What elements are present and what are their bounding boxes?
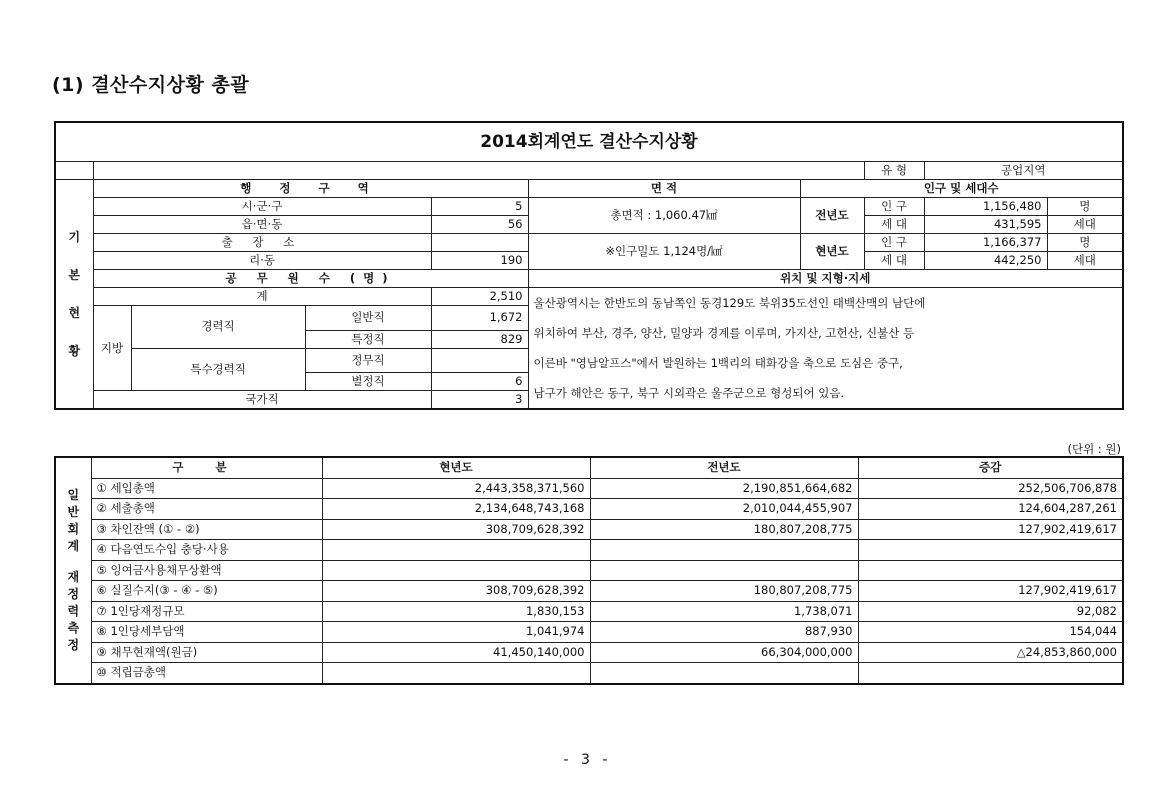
basic-status-side-label: 기 본 현 황 bbox=[55, 180, 93, 410]
political-label: 정무직 bbox=[305, 348, 431, 373]
row-previous: 180,807,208,775 bbox=[590, 519, 858, 540]
admin-row-label: 출 장 소 bbox=[93, 234, 431, 252]
page-heading: (1) 결산수지상황 총괄 bbox=[52, 74, 250, 96]
separate-value: 6 bbox=[431, 373, 528, 391]
table-row bbox=[55, 540, 1123, 561]
row-change: 154,044 bbox=[858, 622, 1123, 643]
admin-row-value bbox=[431, 234, 528, 252]
blank-cell bbox=[93, 162, 864, 180]
table-row bbox=[55, 560, 1123, 581]
special-value: 829 bbox=[431, 330, 528, 348]
row-label: ④ 다음연도수입 충당·사용 bbox=[91, 540, 322, 561]
type-label: 유 형 bbox=[864, 162, 924, 180]
header-change: 증감 bbox=[858, 457, 1123, 478]
staff-total-label: 계 bbox=[93, 288, 431, 306]
career-label: 경력직 bbox=[131, 306, 305, 349]
staff-header: 공 무 원 수 (명) bbox=[93, 270, 528, 288]
row-current: 2,443,358,371,560 bbox=[322, 478, 590, 499]
political-value bbox=[431, 348, 528, 373]
row-previous bbox=[590, 540, 858, 561]
row-previous: 887,930 bbox=[590, 622, 858, 643]
prev-year-label: 전년도 bbox=[800, 198, 864, 234]
general-value: 1,672 bbox=[431, 306, 528, 331]
row-current: 2,134,648,743,168 bbox=[322, 499, 590, 520]
row-previous: 180,807,208,775 bbox=[590, 581, 858, 602]
prev-households: 431,595 bbox=[924, 216, 1047, 234]
table-row bbox=[55, 642, 1123, 663]
row-current: 308,709,628,392 bbox=[322, 519, 590, 540]
row-current bbox=[322, 540, 590, 561]
row-label: ⑧ 1인당세부담액 bbox=[91, 622, 322, 643]
location-line: 이른바 "영남알프스"에서 발원하는 1백리의 태화강을 축으로 도심은 중구, bbox=[533, 356, 903, 370]
row-label: ⑨ 채무현재액(원금) bbox=[91, 642, 322, 663]
special-career-label: 특수경력직 bbox=[131, 348, 305, 391]
prev-population: 1,156,480 bbox=[924, 198, 1047, 216]
separate-label: 별정직 bbox=[305, 373, 431, 391]
fiscal-measure-label: 재정력측정 bbox=[67, 569, 80, 652]
row-previous: 1,738,071 bbox=[590, 601, 858, 622]
page-number: - 3 - bbox=[563, 752, 612, 768]
unit-household: 세대 bbox=[1047, 216, 1123, 234]
header-previous-year: 전년도 bbox=[590, 457, 858, 478]
row-current: 41,450,140,000 bbox=[322, 642, 590, 663]
total-area: 총면적 : 1,060.47㎢ bbox=[528, 198, 800, 234]
curr-year-label: 현년도 bbox=[800, 234, 864, 270]
row-change bbox=[858, 560, 1123, 581]
special-label: 특정직 bbox=[305, 330, 431, 348]
row-previous bbox=[590, 560, 858, 581]
budget-summary-table bbox=[54, 456, 1124, 685]
admin-row-label: 리·동 bbox=[93, 252, 431, 270]
local-label: 지방 bbox=[93, 306, 131, 391]
row-label: ⑦ 1인당재정규모 bbox=[91, 601, 322, 622]
basic-status-table bbox=[54, 121, 1124, 410]
row-label: ⑤ 잉여금사용채무상환액 bbox=[91, 560, 322, 581]
row-change bbox=[858, 540, 1123, 561]
table-row bbox=[55, 622, 1123, 643]
admin-row-value: 5 bbox=[431, 198, 528, 216]
admin-row-value: 56 bbox=[431, 216, 528, 234]
row-change: 252,506,706,878 bbox=[858, 478, 1123, 499]
national-label: 국가직 bbox=[93, 391, 431, 410]
row-previous bbox=[590, 663, 858, 684]
row-change: 127,902,419,617 bbox=[858, 581, 1123, 602]
location-line: 남구가 해안은 동구, 북구 시외곽은 울주군으로 형성되어 있음. bbox=[533, 386, 845, 400]
row-change bbox=[858, 663, 1123, 684]
row-previous: 2,190,851,664,682 bbox=[590, 478, 858, 499]
row-previous: 2,010,044,455,907 bbox=[590, 499, 858, 520]
general-account-label: 일반회계 bbox=[67, 487, 80, 553]
basic-table-title: 2014회계연도 결산수지상황 bbox=[55, 122, 1123, 162]
blank-cell bbox=[55, 162, 93, 180]
unit-household: 세대 bbox=[1047, 252, 1123, 270]
budget-side-label bbox=[55, 457, 91, 684]
row-previous: 66,304,000,000 bbox=[590, 642, 858, 663]
household-label: 세 대 bbox=[864, 252, 924, 270]
admin-row-label: 시·군·구 bbox=[93, 198, 431, 216]
household-label: 세 대 bbox=[864, 216, 924, 234]
table-row bbox=[55, 581, 1123, 602]
row-current: 1,041,974 bbox=[322, 622, 590, 643]
row-current bbox=[322, 560, 590, 581]
area-header: 면 적 bbox=[528, 180, 800, 198]
row-current: 1,830,153 bbox=[322, 601, 590, 622]
row-label: ① 세입총액 bbox=[91, 478, 322, 499]
curr-population: 1,166,377 bbox=[924, 234, 1047, 252]
header-current-year: 현년도 bbox=[322, 457, 590, 478]
admin-district-header: 행 정 구 역 bbox=[93, 180, 528, 198]
row-current: 308,709,628,392 bbox=[322, 581, 590, 602]
location-line: 울산광역시는 한반도의 동남쪽인 동경129도 북위35도선인 태백산맥의 남단에 bbox=[533, 296, 926, 310]
general-label: 일반직 bbox=[305, 306, 431, 331]
row-change: △24,853,860,000 bbox=[858, 642, 1123, 663]
unit-note: (단위 : 원) bbox=[1067, 442, 1121, 456]
row-label: ③ 차인잔액 (① - ②) bbox=[91, 519, 322, 540]
table-row bbox=[55, 601, 1123, 622]
table-row bbox=[55, 663, 1123, 684]
row-label: ② 세출총액 bbox=[91, 499, 322, 520]
location-description bbox=[528, 288, 1123, 410]
unit-person: 명 bbox=[1047, 234, 1123, 252]
row-change: 92,082 bbox=[858, 601, 1123, 622]
location-line: 위치하여 부산, 경주, 양산, 밀양과 경계를 이루며, 가지산, 고헌산, 신불산 등 bbox=[533, 326, 915, 340]
unit-person: 명 bbox=[1047, 198, 1123, 216]
national-value: 3 bbox=[431, 391, 528, 410]
admin-row-label: 읍·면·동 bbox=[93, 216, 431, 234]
table-row bbox=[55, 478, 1123, 499]
row-label: ⑩ 적립금총액 bbox=[91, 663, 322, 684]
pop-label: 인 구 bbox=[864, 198, 924, 216]
row-change: 127,902,419,617 bbox=[858, 519, 1123, 540]
table-row bbox=[55, 499, 1123, 520]
curr-households: 442,250 bbox=[924, 252, 1047, 270]
header-category: 구 분 bbox=[91, 457, 322, 478]
row-label: ⑥ 실질수지(③ - ④ - ⑤) bbox=[91, 581, 322, 602]
table-row bbox=[55, 519, 1123, 540]
type-value: 공업지역 bbox=[924, 162, 1123, 180]
pop-label: 인 구 bbox=[864, 234, 924, 252]
row-current bbox=[322, 663, 590, 684]
population-density: ※인구밀도 1,124명/㎢ bbox=[528, 234, 800, 270]
location-header: 위치 및 지형·지세 bbox=[528, 270, 1123, 288]
admin-row-value: 190 bbox=[431, 252, 528, 270]
row-change: 124,604,287,261 bbox=[858, 499, 1123, 520]
population-header: 인구 및 세대수 bbox=[800, 180, 1123, 198]
staff-total-value: 2,510 bbox=[431, 288, 528, 306]
